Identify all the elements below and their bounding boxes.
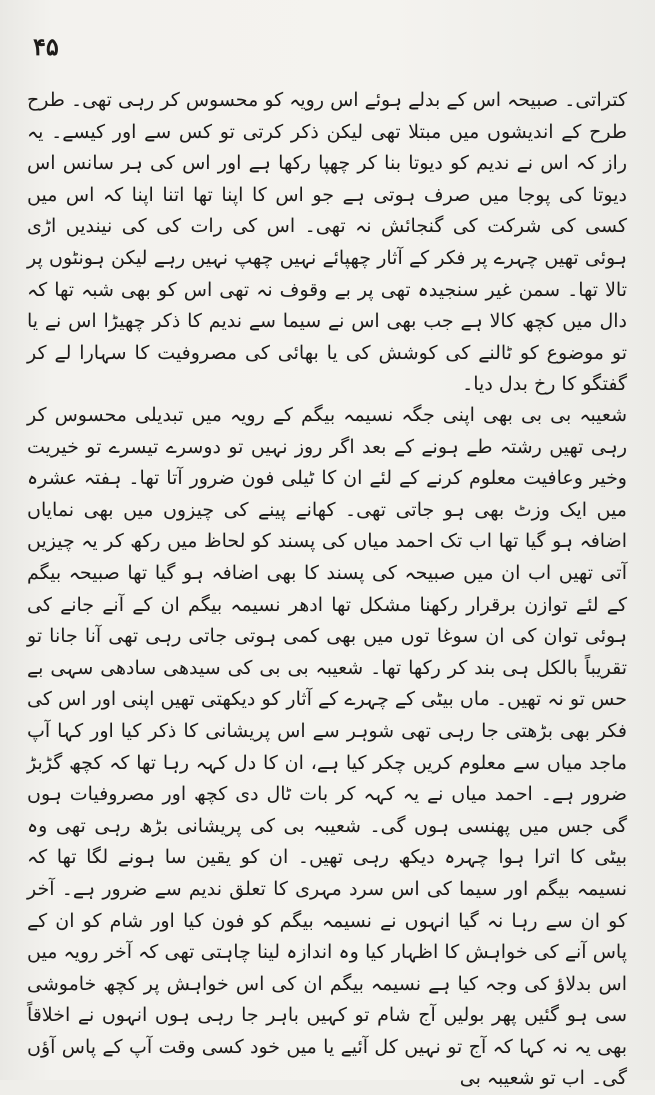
paragraph-1: کتراتی۔ صبیحہ اس کے بدلے ہوئے اس رویہ کو محسوس کر رہی تھی۔ طرح طرح کے اندیشوں میں مبتلا تھی لیکن ذکر کرتی تو کس سے اور کیسے۔ یہ راز کہ اس نے ندیم کو دیوتا بنا کر چھپا رکھا ہے اور اس کی ہر سانس اس دیوتا کی پوجا میں صرف ہوتی ہے جو اس کا اپنا تھا اتنا اپنا کہ اس میں کسی کی شرکت کی گنجائش نہ تھی۔ اس کی رات کی کی نیندیں اڑی ہوئی تھیں چہرے پر فکر کے آثار چھپائے نہیں چھپ نہیں رہے لیکن ہونٹوں پر تالا تھا۔ سمن غیر سنجیدہ تھی پر بے وقوف نہ تھی اس کو بھی شبہ تھا کہ دال میں کچھ کالا ہے جب بھی اس نے سیما سے ندیم کا ذکر چھیڑا اس نے یا تو موضوع کو ٹالنے کی کوشش کی یا بھائی کی مصروفیت کا سہارا لے کر گفتگو کا رخ بدل دیا۔ <box>27 89 627 396</box>
paragraph-2: شعیبہ بی بی بھی اپنی جگہ نسیمہ بیگم کے رویہ میں تبدیلی محسوس کر رہی تھیں رشتہ طے ہونے کے بعد اگر روز نہیں تو دوسرے تیسرے تو خیریت وخیر وعافیت معلوم کرنے کے لئے ان کا ٹیلی فون ضرور آتا تھا۔ ہفتہ عشرہ میں ایک وزٹ بھی ہو جاتی تھی۔ کھانے پینے کی چیزوں میں بھی نمایاں اضافہ ہو گیا تھا اب تک احمد میاں کی پسند کو لحاظ میں رکھ کر یہ چیزیں آتی تھیں اب ان میں صبیحہ کی پسند کا بھی اضافہ ہو گیا تھا صبیحہ بیگم کے لئے توازن برقرار رکھنا مشکل تھا ادھر نسیمہ بیگم ان کے آنے جانے کی ہوئی توان کی ان سوغا توں میں بھی کمی ہوتی جاتی رہی تھی آنا جانا تو تقریباً بالکل ہی بند کر رکھا تھا۔ شعیبہ بی بی کی سیدھی سادھی سہی بے حس تو نہ تھیں۔ ماں بیٹی کے چہرے کے آثار کو دیکھتی تھیں اپنی اور اس کی فکر بھی بڑھتی جا رہی تھی شوہر سے اس پریشانی کا ذکر کیا اور کہا آپ ماجد میاں سے معلوم کریں چکر کیا ہے، ان کا دل کہہ رہا تھا کہ کچھ گڑبڑ ضرور ہے۔ احمد میاں نے یہ کہہ کر بات ٹال دی کچھ اور مصروفیات ہوں گی جس میں پھنسی ہوں گی۔ شعیبہ بی کی پریشانی بڑھ رہی تھی وہ بیٹی کا اترا ہوا چہرہ دیکھ رہی تھیں۔ ان کو یقین سا ہونے لگا تھا کہ نسیمہ بیگم اور سیما کی اس سرد مہری کا تعلق ندیم سے ضرور ہے۔ آخر کو ان سے رہا نہ گیا انہوں نے نسیمہ بیگم کو فون کیا اور شام کو ان کے پاس آنے کی خواہش کا اظہار کیا وہ اندازہ لینا چاہتی تھی کہ آخر رویہ میں اس بدلاؤ کی وجہ کیا ہے نسیمہ بیگم ان کی اس خواہش پر کچھ خاموشی سی ہو گئیں پھر بولیں آج شام تو کہیں باہر جا رہی ہوں انہوں نے اخلاقاً بھی یہ نہ کہا کہ آج تو نہیں کل آئیے یا میں خود کسی وقت آپ کے پاس آؤں گی۔ اب تو شعیبہ بی <box>27 404 627 1090</box>
page-number: ۴۵ <box>33 32 59 61</box>
paragraph-1-block <box>27 85 627 401</box>
paragraph-2-block <box>27 400 627 1095</box>
